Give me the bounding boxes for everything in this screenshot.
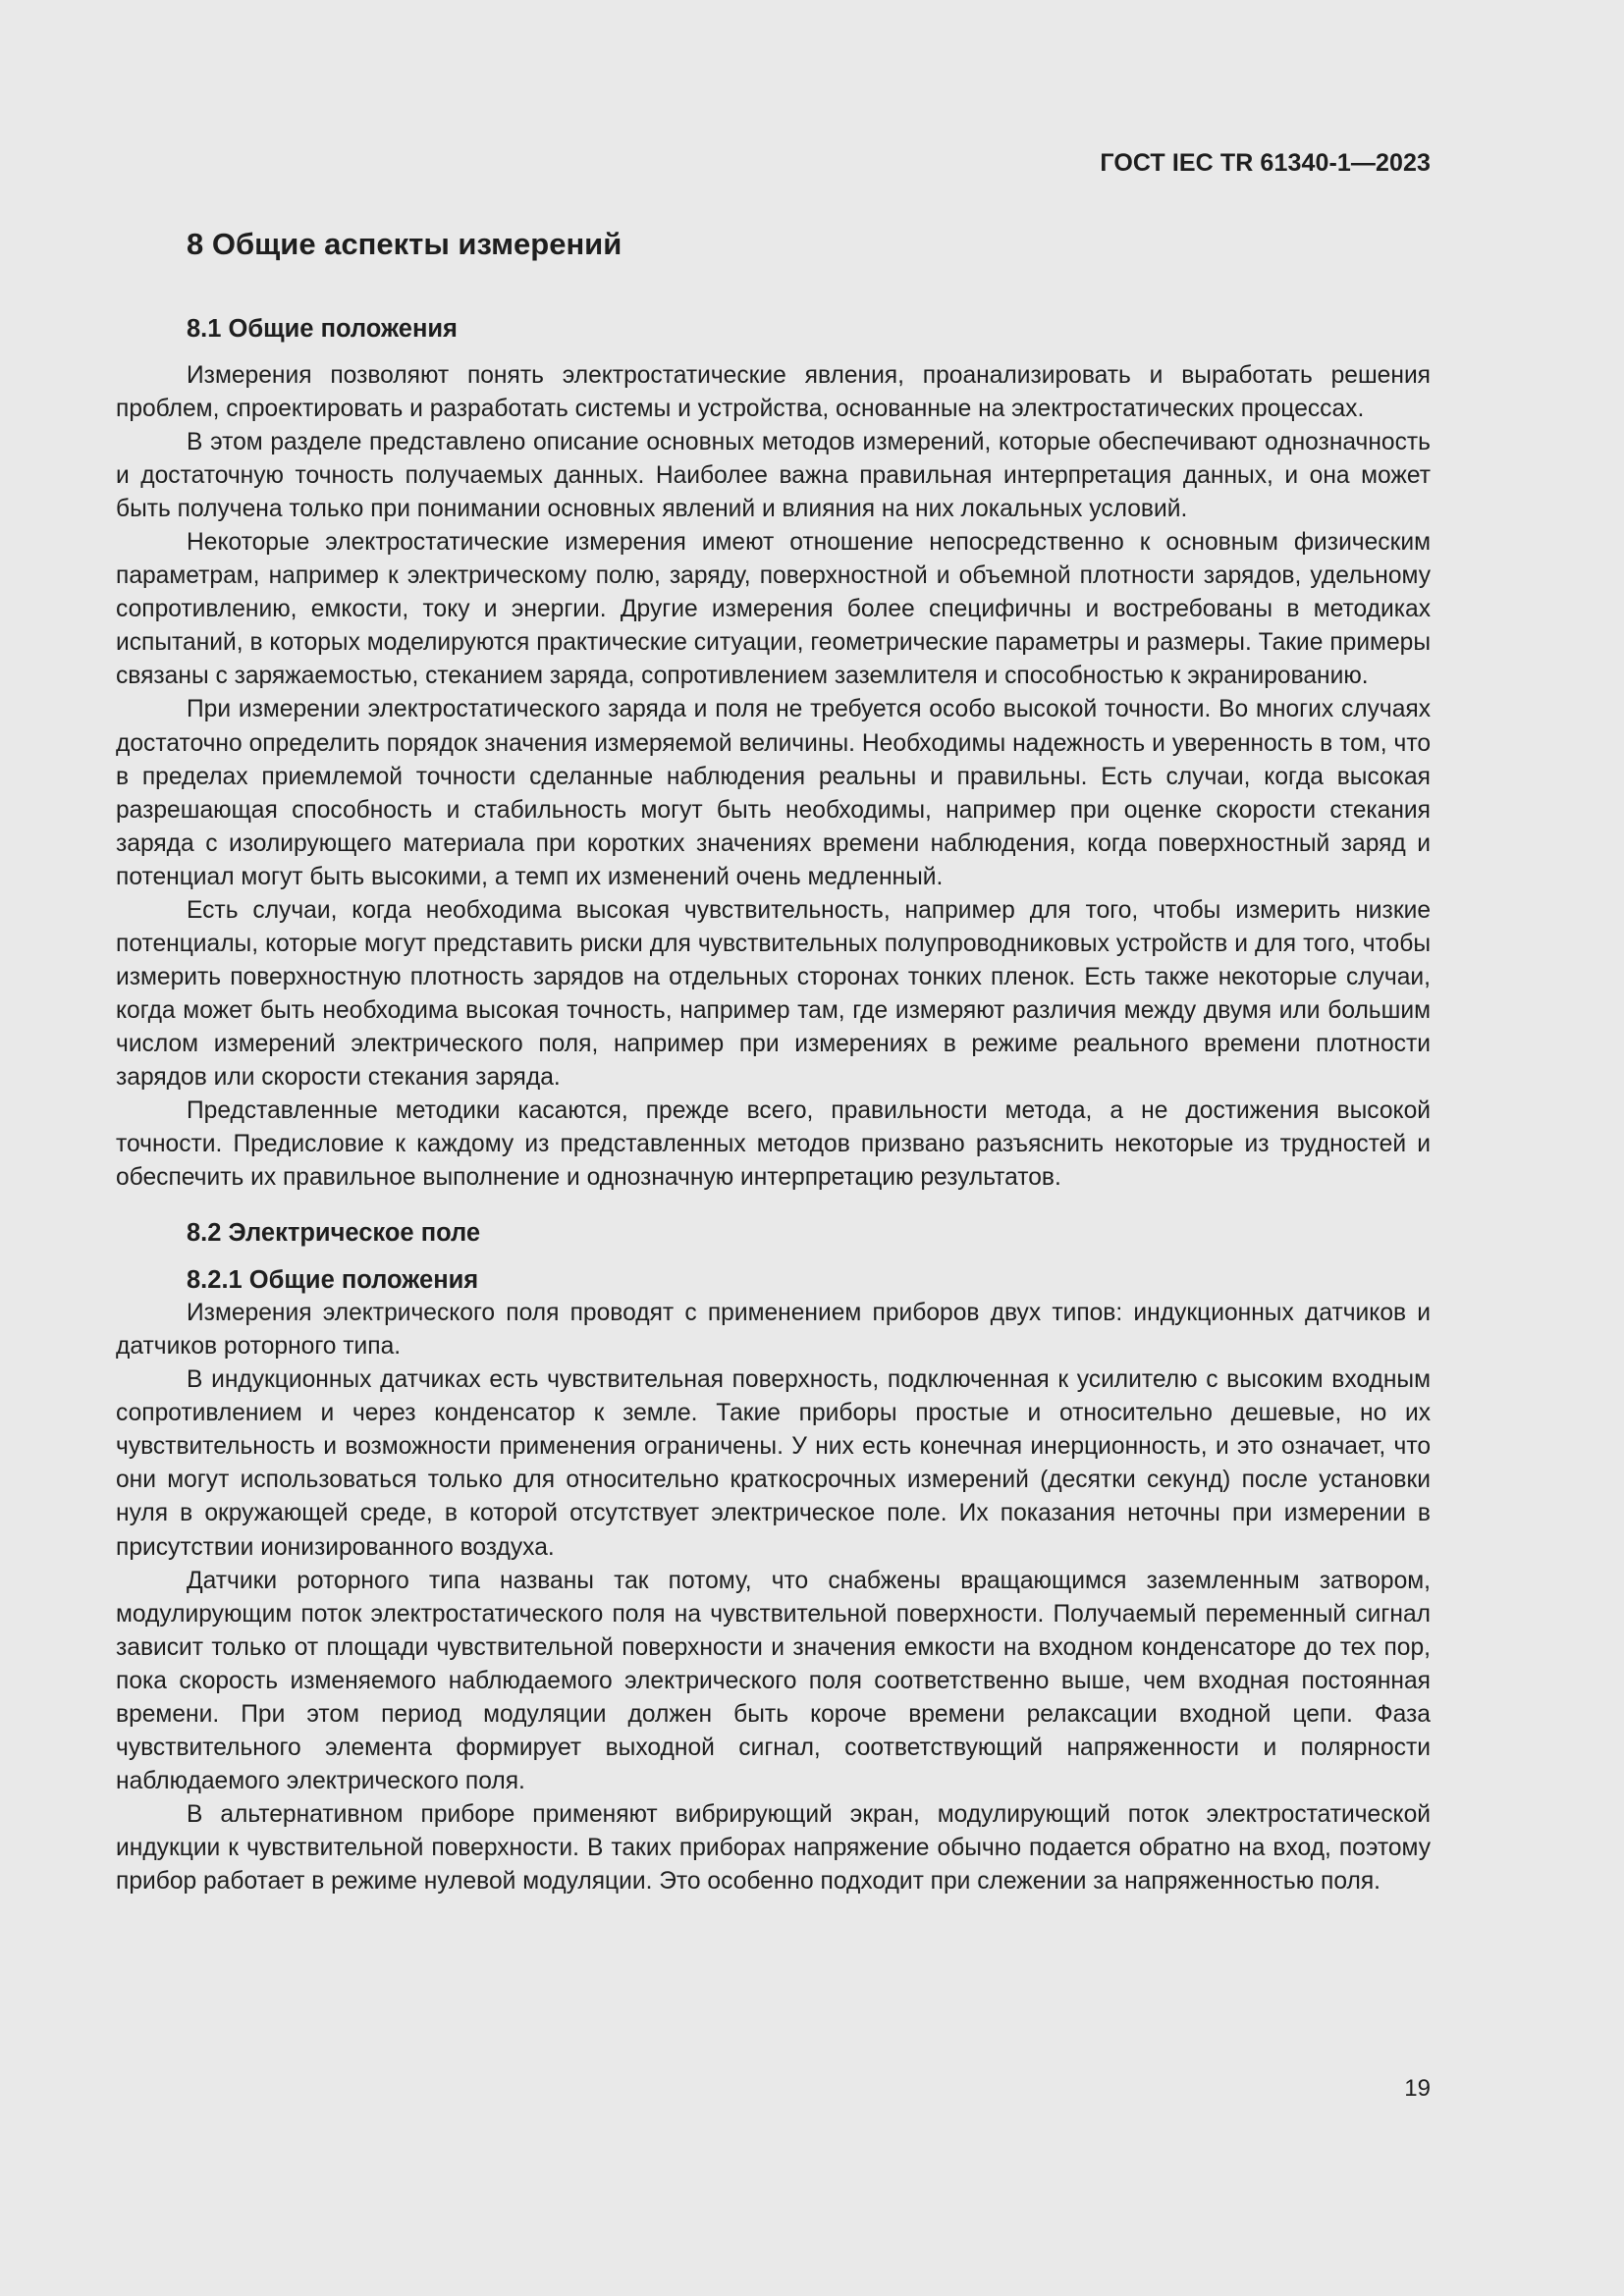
page-content [116, 222, 1431, 1898]
document-code-header: ГОСТ IEC TR 61340-1—2023 [1100, 149, 1431, 177]
section-title: 8 Общие аспекты измерений [187, 227, 623, 261]
paragraph: При измерении электростатического заряда и поля не требуется особо высокой точности. Во многих случаях достаточно определить порядок значения измеряемой величины. Необходимы надежность и уверенность в том, что в пределах приемлемой точности сделанные наблюдения реальны и правильны. Есть случаи, когда высокая разрешающая способность и стабильность могут быть необходимы, например при оценке скорости стекания заряда с изолирующего материала при коротких значениях времени наблюдения, когда поверхностный заряд и потенциал могут быть высокими, а темп их изменений очень медленный. [116, 696, 1431, 890]
paragraph: Измерения позволяют понять электростатические явления, проанализировать и выработать решения проблем, спроектировать и разработать системы и устройства, основанные на электростатических процессах. [116, 362, 1431, 423]
page-number: 19 [1404, 2075, 1431, 2102]
paragraph: Измерения электрического поля проводят с применением приборов двух типов: индукционных датчиков и датчиков роторного типа. [116, 1300, 1431, 1361]
paragraph: Представленные методики касаются, прежде всего, правильности метода, а не достижения высокой точности. Предисловие к каждому из представленных методов призвано разъяснить некоторые из трудностей и обеспечить их правильное выполнение и однозначную интерпретацию результатов. [116, 1097, 1431, 1192]
paragraph: Есть случаи, когда необходима высокая чувствительность, например для того, чтобы измерить низкие потенциалы, которые могут представить риски для чувствительных полупроводниковых устройств и для того, чтобы измерить поверхностную плотность зарядов на отдельных сторонах тонких пленок. Есть также некоторые случаи, когда может быть необходима высокая точность, например там, где измеряют различия между двумя или большим числом измерений электрического поля, например при измерениях в режиме реального времени плотности зарядов или скорости стекания заряда. [116, 896, 1431, 1091]
subsection-title-8-2: 8.2 Электрическое поле [187, 1219, 481, 1248]
subsection-title-8-1: 8.1 Общие положения [187, 315, 458, 343]
paragraph: В альтернативном приборе применяют вибрирующий экран, модулирующий поток электростатической индукции к чувствительной поверхности. В таких приборах напряжение обычно подается обратно на вход, поэтому прибор работает в режиме нулевой модуляции. Это особенно подходит при слежении за напряженностью поля. [116, 1800, 1431, 1895]
paragraph: Датчики роторного типа названы так потому, что снабжены вращающимся заземленным затвором, модулирующим поток электростатического поля на чувствительной поверхности. Получаемый переменный сигнал зависит только от площади чувствительной поверхности и значения емкости на входном конденсаторе до тех пор, пока скорость изменяемого наблюдаемого электрического поля соответственно выше, чем входная постоянная времени. При этом период модуляции должен быть короче времени релаксации входной цепи. Фаза чувствительного элемента формирует выходной сигнал, соответствующий напряженности и полярности наблюдаемого электрического поля. [116, 1567, 1431, 1794]
paragraph: В этом разделе представлено описание основных методов измерений, которые обеспечивают однозначность и достаточную точность получаемых данных. Наиболее важна правильная интерпретация данных, и она может быть получена только при понимании основных явлений и влияния на них локальных условий. [116, 429, 1431, 523]
subsection-title-8-2-1: 8.2.1 Общие положения [187, 1266, 479, 1295]
paragraph: Некоторые электростатические измерения имеют отношение непосредственно к основным физическим параметрам, например к электрическому полю, заряду, поверхностной и объемной плотности зарядов, удельному сопротивлению, емкости, току и энергии. Другие измерения более специфичны и востребованы в методиках испытаний, в которых моделируются практические ситуации, геометрические параметры и размеры. Такие примеры связаны с заряжаемостью, стеканием заряда, сопротивлением заземлителя и способностью к экранированию. [116, 529, 1431, 690]
paragraph: В индукционных датчиках есть чувствительная поверхность, подключенная к усилителю с высоким входным сопротивлением и через конденсатор к земле. Такие приборы простые и относительно дешевые, но их чувствительность и возможности применения ограничены. У них есть конечная инерционность, и это означает, что они могут использоваться только для относительно краткосрочных измерений (десятки секунд) после установки нуля в окружающей среде, в которой отсутствует электрическое поле. Их показания неточны при измерении в присутствии ионизированного воздуха. [116, 1366, 1431, 1561]
